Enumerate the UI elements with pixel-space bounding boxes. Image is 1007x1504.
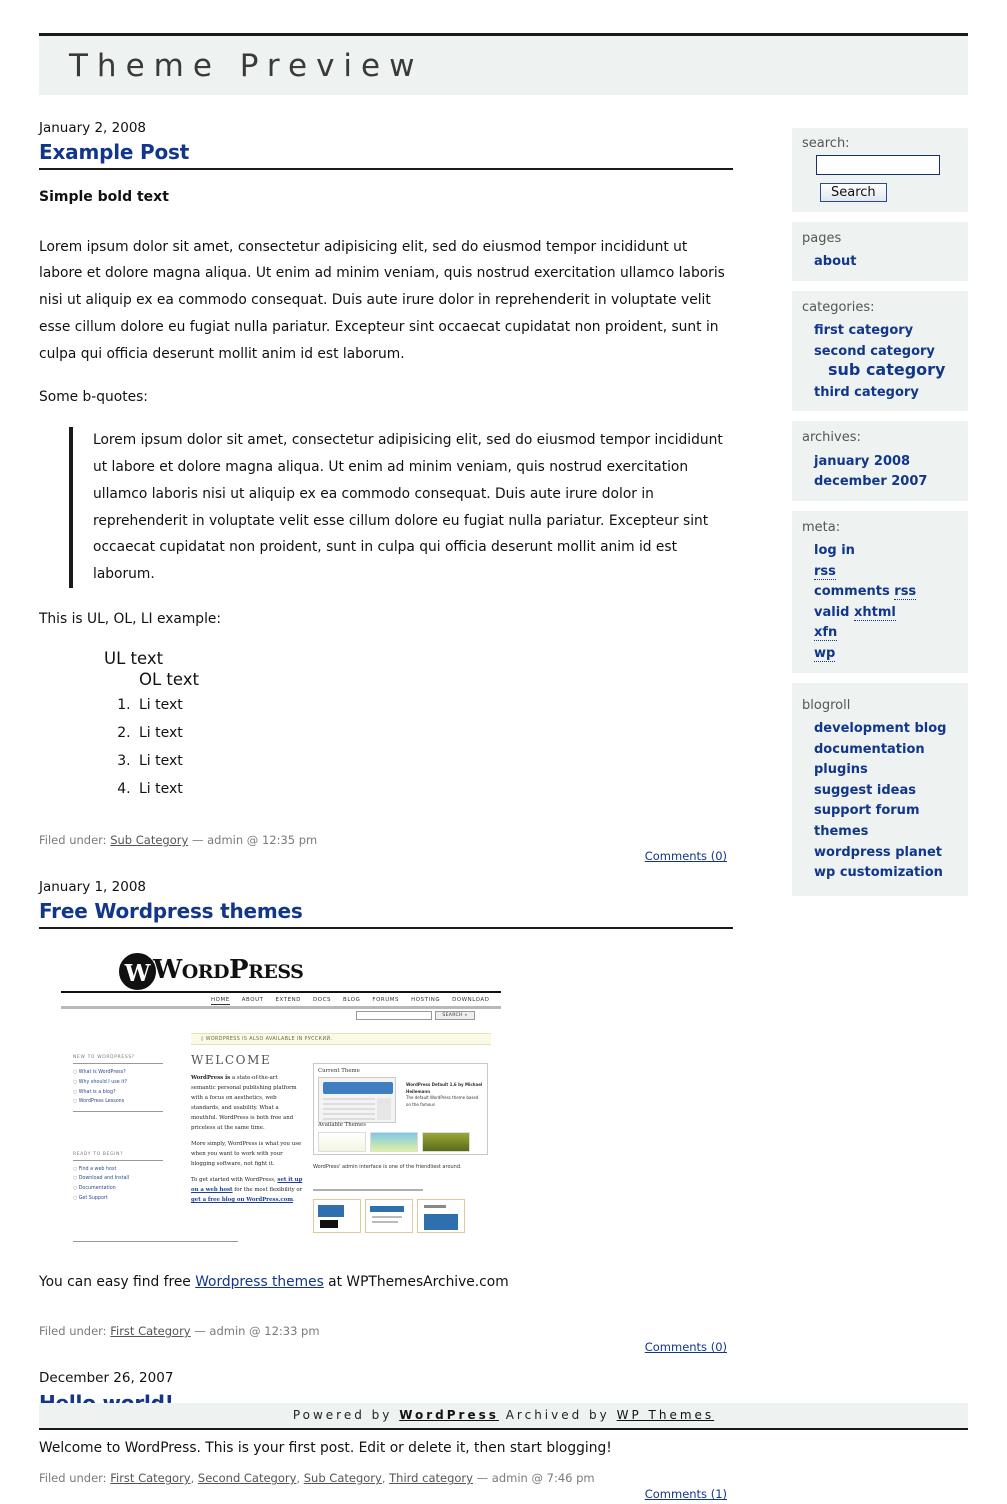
post-title-link[interactable]: Free Wordpress themes: [39, 899, 303, 924]
wp-new-item[interactable]: ○ WordPress Lessons: [73, 1097, 163, 1107]
post2-caption: [39, 1269, 733, 1296]
list-item[interactable]: [814, 250, 958, 271]
category-link[interactable]: Sub Category: [110, 833, 189, 848]
byline: — admin @ 12:35 pm: [191, 833, 318, 848]
wp-book-thumbnails: [313, 1199, 465, 1233]
sidebar-item-valid-xhtml[interactable]: [814, 605, 896, 621]
sidebar-item-sub-category[interactable]: sub category: [828, 360, 946, 380]
blockquote-intro: Some b-quotes:: [39, 389, 148, 405]
sidebar-item-december-2007[interactable]: december 2007: [814, 474, 928, 490]
wp-nav-hosting[interactable]: HOSTING: [411, 997, 441, 1004]
sidebar: [792, 128, 968, 906]
wp-welcome-heading: WELCOME: [191, 1053, 272, 1068]
wp-para3-c: .: [292, 1197, 295, 1204]
wp-para3-a: To get started with WordPress,: [191, 1177, 278, 1184]
post-meta: [39, 821, 733, 864]
wp-search[interactable]: [356, 1011, 476, 1020]
meta-heading: meta:: [802, 519, 841, 535]
wp-ready-item[interactable]: ○ Download and Install: [73, 1174, 163, 1184]
category-link[interactable]: Sub Category: [303, 1471, 382, 1486]
list-item[interactable]: [814, 450, 958, 471]
wp-right-column: [313, 1063, 488, 1155]
wp-nav-bar: [61, 1006, 501, 1009]
list-item: 3. Li text: [135, 747, 733, 775]
valid-label: valid: [814, 604, 854, 620]
sidebar-item-support-forum[interactable]: support forum: [814, 803, 920, 819]
wp-ready-item[interactable]: ○ Get Support: [73, 1194, 163, 1204]
caption-before: You can easy find free: [39, 1274, 196, 1291]
wp-available-themes-title: Available Themes: [318, 1122, 366, 1129]
byline: — admin @ 7:46 pm: [476, 1471, 595, 1486]
wp-para1-rest: a state-of-the-art semantic personal publishing platform with a focus on aesthetics, web standards, and usability. What a mouthful. WordPress is both free and priceless at the same time.: [191, 1075, 297, 1132]
wp-book-thumb[interactable]: [313, 1199, 361, 1233]
wp-nav-docs[interactable]: DOCS: [313, 997, 332, 1004]
sidebar-item-plugins[interactable]: plugins: [814, 762, 868, 778]
post-blockquote: [69, 427, 733, 588]
post-title[interactable]: [39, 140, 733, 170]
footer-archived-label: Archived by: [498, 1408, 617, 1422]
list-item[interactable]: [814, 601, 958, 622]
wp-panel-title: Current Theme: [318, 1068, 360, 1075]
wordpress-logo-icon: W: [119, 953, 156, 990]
wp-nav-home[interactable]: HOME: [211, 997, 230, 1004]
comma: ,: [296, 1471, 301, 1486]
archives-heading: archives:: [802, 430, 861, 446]
wp-admin-caption: WordPress' admin interface is one of the friendliest around.: [313, 1164, 462, 1171]
list-intro: This is UL, OL, LI example:: [39, 611, 222, 628]
main-content: [39, 118, 733, 1502]
rss-abbr: rss: [814, 563, 836, 579]
divider: [73, 1111, 163, 1112]
wp-admin-panel: [313, 1063, 488, 1155]
sidebar-item-january-2008[interactable]: january 2008: [814, 453, 911, 469]
post-body: [39, 170, 733, 803]
sidebar-blogroll-box: [792, 683, 968, 896]
post-date: December 26, 2007: [39, 1370, 174, 1387]
divider: [73, 1241, 238, 1242]
sidebar-item-wordpress-planet[interactable]: wordpress planet: [814, 844, 943, 860]
sidebar-pages-box: [792, 222, 968, 281]
sidebar-item-about[interactable]: about: [814, 254, 857, 270]
wp-setup-link[interactable]: set it up on a web host: [191, 1177, 303, 1194]
wordpress-themes-link[interactable]: Wordpress themes: [195, 1274, 324, 1291]
wp-para3-b: for the most flexibility or: [232, 1187, 303, 1194]
wp-left-column: [73, 1055, 163, 1203]
sidebar-item-log-in[interactable]: log in: [814, 542, 855, 558]
post-date: January 1, 2008: [39, 879, 146, 896]
filed-under-label: Filed under:: [39, 1471, 107, 1486]
blockquote-text: Lorem ipsum dolor sit amet, consectetur adipisicing elit, sed do eiusmod tempor incididunt ut labore et dolore magna aliqua. Ut enim ad minim veniam, quis nostrud exercitation ullamco laboris nisi ut aliquip ex ea commodo consequat. Duis aute irure dolor in reprehenderit in voluptate velit esse cillum dolore eu fugiat nulla pariatur. Excepteur sint occaecat cupidatat non proident, sunt in culpa qui officia deserunt mollit anim id est laborum.: [93, 431, 723, 583]
wp-new-item[interactable]: ○ What is WordPress?: [73, 1068, 163, 1078]
filed-under-label: Filed under:: [39, 1324, 107, 1339]
footer-powered-label: Powered by: [292, 1408, 400, 1422]
list-item[interactable]: [814, 381, 958, 402]
post-paragraph: Welcome to WordPress. This is your first post. Edit or delete it, then start blogging!: [39, 1439, 612, 1456]
wp-theme-option[interactable]: [422, 1132, 470, 1152]
divider: [313, 1189, 423, 1191]
caption-after: at WPThemesArchive.com: [323, 1274, 509, 1291]
list-item[interactable]: [814, 560, 958, 581]
logo-rule: [61, 991, 501, 993]
wp-ready-item[interactable]: ○ Documentation: [73, 1184, 163, 1194]
wp-nav-about[interactable]: ABOUT: [241, 997, 264, 1004]
comments-link[interactable]: Comments (0): [644, 1340, 727, 1355]
search-input[interactable]: [816, 155, 940, 175]
wp-abbr: wp: [814, 646, 836, 662]
list-item: 2. Li text: [135, 719, 733, 747]
sidebar-item-second-category[interactable]: second category: [814, 343, 935, 359]
wordmark-w: W: [153, 955, 182, 986]
blogroll-list: [802, 717, 958, 882]
list-item[interactable]: [814, 758, 958, 779]
post-title-link[interactable]: Example Post: [39, 140, 190, 165]
post-meta: [39, 1465, 733, 1502]
wp-paragraph-2: More simply, WordPress is what you use when you want to work with your blogging software, not fight it.: [191, 1141, 302, 1168]
sidebar-item-themes[interactable]: themes: [814, 824, 869, 840]
post-date: January 2, 2008: [39, 120, 146, 136]
list-item[interactable]: [814, 580, 958, 601]
ol-text: OL text: [139, 670, 199, 690]
list-item[interactable]: [814, 799, 958, 820]
list-item[interactable]: [814, 717, 958, 738]
wp-search-input[interactable]: [356, 1011, 432, 1020]
sidebar-search-box: [792, 128, 968, 212]
sidebar-item-wp[interactable]: [814, 646, 835, 662]
wp-theme-info: [406, 1082, 484, 1108]
wp-book-thumb[interactable]: [365, 1199, 413, 1233]
sidebar-item-comments-rss[interactable]: [814, 584, 916, 600]
comments-label: comments: [814, 584, 895, 600]
wp-book-thumb[interactable]: [417, 1199, 465, 1233]
list-item: 1. Li text: [135, 691, 733, 719]
search-label: search:: [802, 136, 850, 151]
theme-sidebar-block: [377, 1098, 391, 1120]
list-item[interactable]: [814, 539, 958, 560]
categories-heading: categories:: [802, 299, 875, 315]
pages-heading: pages: [802, 231, 842, 246]
pages-list: [802, 250, 958, 271]
category-link[interactable]: First Category: [110, 1324, 191, 1339]
page-title: Theme Preview: [69, 48, 424, 84]
sidebar-item-first-category[interactable]: first category: [814, 323, 914, 338]
list-item[interactable]: [814, 340, 958, 361]
wp-new-item[interactable]: ○ What is a blog?: [73, 1088, 163, 1098]
archives-list: [802, 450, 958, 491]
post-title[interactable]: [39, 899, 733, 929]
wp-available-themes-row: [318, 1132, 470, 1152]
list-item[interactable]: [814, 621, 958, 642]
wp-nav-extend[interactable]: EXTEND: [275, 997, 302, 1004]
post-meta: [39, 1312, 733, 1355]
wordmark-ress: RESS: [248, 961, 304, 984]
post-free-wordpress-themes: [39, 877, 733, 1355]
ul-text: UL text: [104, 649, 164, 669]
comma: ,: [381, 1471, 386, 1486]
sidebar-categories-box: [792, 291, 968, 412]
theme-line: [323, 1118, 375, 1120]
post-example-post: [39, 118, 733, 864]
wp-middle-column: [191, 1073, 303, 1211]
wp-theme-option[interactable]: [318, 1132, 366, 1152]
categories-list: [802, 319, 958, 401]
site-header: [39, 33, 968, 95]
list-demo: [39, 649, 733, 803]
comments-link[interactable]: Comments (0): [644, 849, 727, 864]
wp-paragraph-3: [191, 1175, 303, 1205]
wp-paragraph-1: [191, 1073, 303, 1133]
site-footer: [39, 1403, 968, 1430]
wp-ready-heading: READY TO BEGIN?: [73, 1152, 163, 1161]
xfn-abbr: xfn: [814, 625, 838, 641]
search-button[interactable]: Search: [820, 183, 887, 202]
sidebar-item-rss[interactable]: [814, 564, 836, 580]
sidebar-meta-box: [792, 511, 968, 673]
post-hello-world: [39, 1368, 733, 1502]
list-item[interactable]: [814, 820, 958, 841]
sidebar-item-xfn[interactable]: [814, 625, 837, 641]
byline: — admin @ 12:33 pm: [194, 1324, 320, 1339]
wp-nav-forums[interactable]: FORUMS: [372, 997, 400, 1004]
wp-theme-name: WordPress Default 1.6 by Michael Heilemann: [406, 1082, 483, 1094]
theme-line: [323, 1103, 375, 1105]
filed-under-label: Filed under:: [39, 833, 107, 848]
footer-text: [39, 1403, 968, 1422]
wordmark-p: P: [229, 955, 249, 986]
list-item[interactable]: [814, 738, 958, 759]
wordpress-wordmark: [153, 955, 303, 985]
sidebar-item-suggest-ideas[interactable]: suggest ideas: [814, 782, 916, 798]
wp-search-button[interactable]: SEARCH »: [435, 1011, 475, 1020]
wp-nav-download[interactable]: DOWNLOAD: [452, 997, 490, 1004]
theme-line: [323, 1098, 375, 1100]
theme-line: [323, 1108, 375, 1110]
comma: ,: [190, 1471, 195, 1486]
list-item[interactable]: [814, 779, 958, 800]
rss-abbr: rss: [894, 584, 917, 600]
list-item[interactable]: [814, 470, 958, 491]
category-link[interactable]: Third category: [389, 1471, 473, 1486]
ordered-list: [99, 691, 733, 803]
wp-freeblog-link[interactable]: get a free blog on WordPress.com: [191, 1197, 293, 1204]
list-item[interactable]: [814, 360, 958, 380]
wp-bold-lead: WordPress is: [191, 1075, 231, 1082]
post-paragraph: Lorem ipsum dolor sit amet, consectetur adipisicing elit, sed do eiusmod tempor incididunt ut labore et dolore magna aliqua. Ut enim ad minim veniam, quis nostrud exercitation ullamco laboris nisi ut aliquip ex ea commodo consequat. Duis aute irure dolor in reprehenderit in voluptate velit esse cillum dolore eu fugiat nulla pariatur. Excepteur sint occaecat cupidatat non proident, sunt in culpa qui officia deserunt mollit anim id est laborum.: [39, 238, 725, 363]
wordmark-ord: ORD: [181, 961, 230, 984]
list-item[interactable]: [814, 319, 958, 340]
wp-new-item[interactable]: ○ Why should I use it?: [73, 1078, 163, 1088]
theme-header-bar: [323, 1082, 393, 1094]
wp-language-notice: ◊ WORDPRESS IS ALSO AVAILABLE IN РУССКИЙ.: [191, 1033, 491, 1045]
wordpress-homepage-screenshot: [61, 951, 501, 1251]
wp-nav[interactable]: [211, 997, 501, 1005]
comments-link[interactable]: Comments (1): [644, 1487, 727, 1502]
wp-theme-option[interactable]: [370, 1132, 418, 1152]
sidebar-item-development-blog[interactable]: development blog: [814, 720, 947, 736]
list-item[interactable]: [814, 642, 958, 663]
post-body: [39, 929, 733, 1296]
list-item[interactable]: [814, 841, 958, 862]
wp-current-theme-thumb: [318, 1077, 396, 1123]
post-lead: Simple bold text: [39, 189, 169, 206]
xhtml-abbr: xhtml: [854, 604, 896, 620]
footer-wordpress-link[interactable]: [399, 1408, 499, 1422]
footer-wordpress-label: WordPress: [399, 1408, 499, 1422]
wp-ready-item[interactable]: ○ Find a web host: [73, 1165, 163, 1175]
sidebar-item-documentation[interactable]: documentation: [814, 741, 925, 757]
list-item[interactable]: [814, 861, 958, 882]
sidebar-archives-box: [792, 421, 968, 500]
wp-nav-blog[interactable]: BLOG: [343, 997, 361, 1004]
meta-list: [802, 539, 958, 663]
footer-wpthemes-link[interactable]: WP Themes: [616, 1408, 715, 1422]
wp-theme-desc: The default WordPress theme based on the famous: [406, 1095, 479, 1107]
sidebar-item-wp-customization[interactable]: wp customization: [814, 865, 943, 881]
list-item: 4. Li text: [135, 775, 733, 803]
wp-new-heading: NEW TO WORDPRESS?: [73, 1055, 163, 1064]
blogroll-heading: blogroll: [802, 697, 851, 713]
sidebar-item-third-category[interactable]: third category: [814, 384, 919, 400]
category-link[interactable]: Second Category: [197, 1471, 297, 1486]
category-link[interactable]: First Category: [110, 1471, 191, 1486]
theme-line: [323, 1113, 375, 1115]
